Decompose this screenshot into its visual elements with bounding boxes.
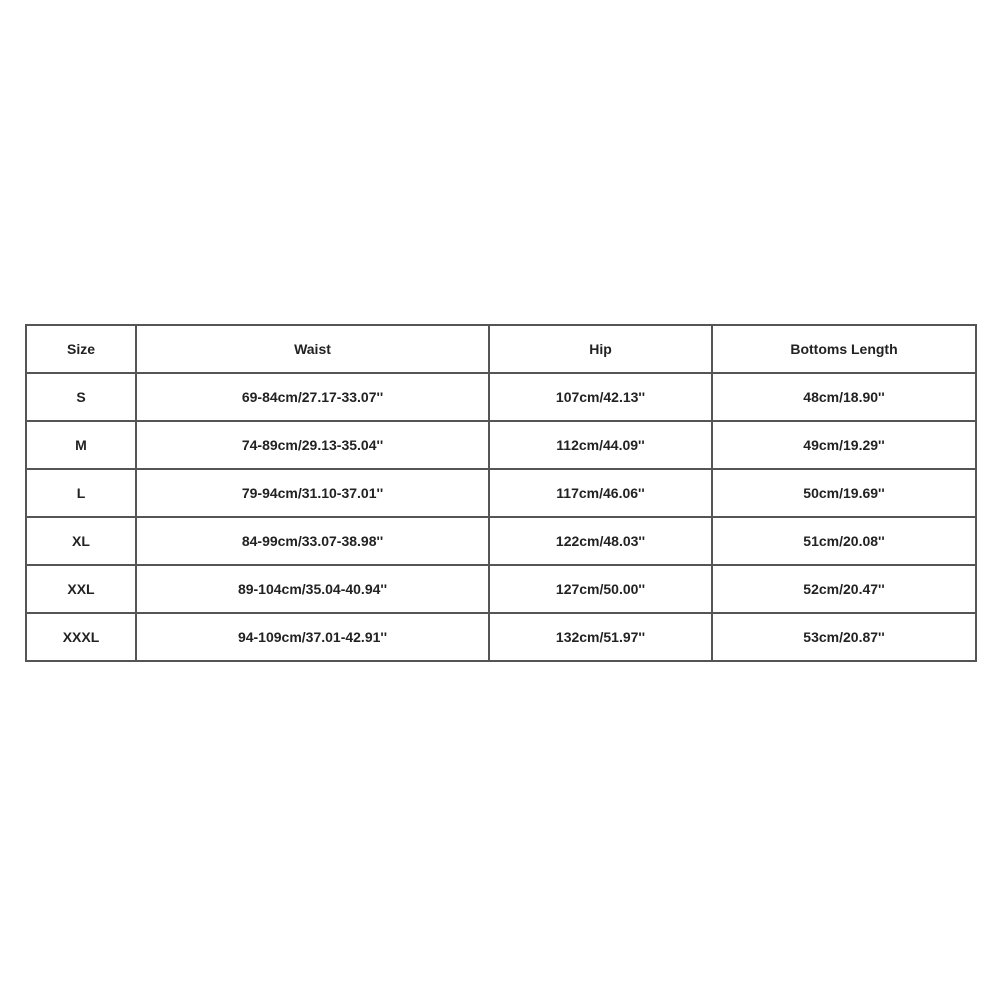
cell-waist: 79-94cm/31.10-37.01''	[136, 469, 489, 517]
table-row	[26, 517, 976, 565]
table-row	[26, 373, 976, 421]
table-row	[26, 565, 976, 613]
cell-hip: 107cm/42.13''	[489, 373, 712, 421]
table-row	[26, 613, 976, 661]
cell-bottoms-length: 52cm/20.47''	[712, 565, 976, 613]
header-hip: Hip	[489, 325, 712, 373]
cell-waist: 89-104cm/35.04-40.94''	[136, 565, 489, 613]
cell-waist: 84-99cm/33.07-38.98''	[136, 517, 489, 565]
cell-bottoms-length: 50cm/19.69''	[712, 469, 976, 517]
cell-hip: 122cm/48.03''	[489, 517, 712, 565]
table-row	[26, 469, 976, 517]
cell-waist: 74-89cm/29.13-35.04''	[136, 421, 489, 469]
cell-bottoms-length: 48cm/18.90''	[712, 373, 976, 421]
cell-hip: 132cm/51.97''	[489, 613, 712, 661]
cell-bottoms-length: 51cm/20.08''	[712, 517, 976, 565]
cell-hip: 127cm/50.00''	[489, 565, 712, 613]
cell-size: S	[26, 373, 136, 421]
cell-size: XL	[26, 517, 136, 565]
header-size: Size	[26, 325, 136, 373]
size-chart-table	[25, 324, 977, 662]
cell-size: XXL	[26, 565, 136, 613]
header-bottoms-length: Bottoms Length	[712, 325, 976, 373]
cell-hip: 117cm/46.06''	[489, 469, 712, 517]
cell-waist: 94-109cm/37.01-42.91''	[136, 613, 489, 661]
cell-bottoms-length: 49cm/19.29''	[712, 421, 976, 469]
cell-size: XXXL	[26, 613, 136, 661]
cell-size: M	[26, 421, 136, 469]
cell-waist: 69-84cm/27.17-33.07''	[136, 373, 489, 421]
header-waist: Waist	[136, 325, 489, 373]
cell-size: L	[26, 469, 136, 517]
cell-hip: 112cm/44.09''	[489, 421, 712, 469]
table-header-row	[26, 325, 976, 373]
cell-bottoms-length: 53cm/20.87''	[712, 613, 976, 661]
table-row	[26, 421, 976, 469]
